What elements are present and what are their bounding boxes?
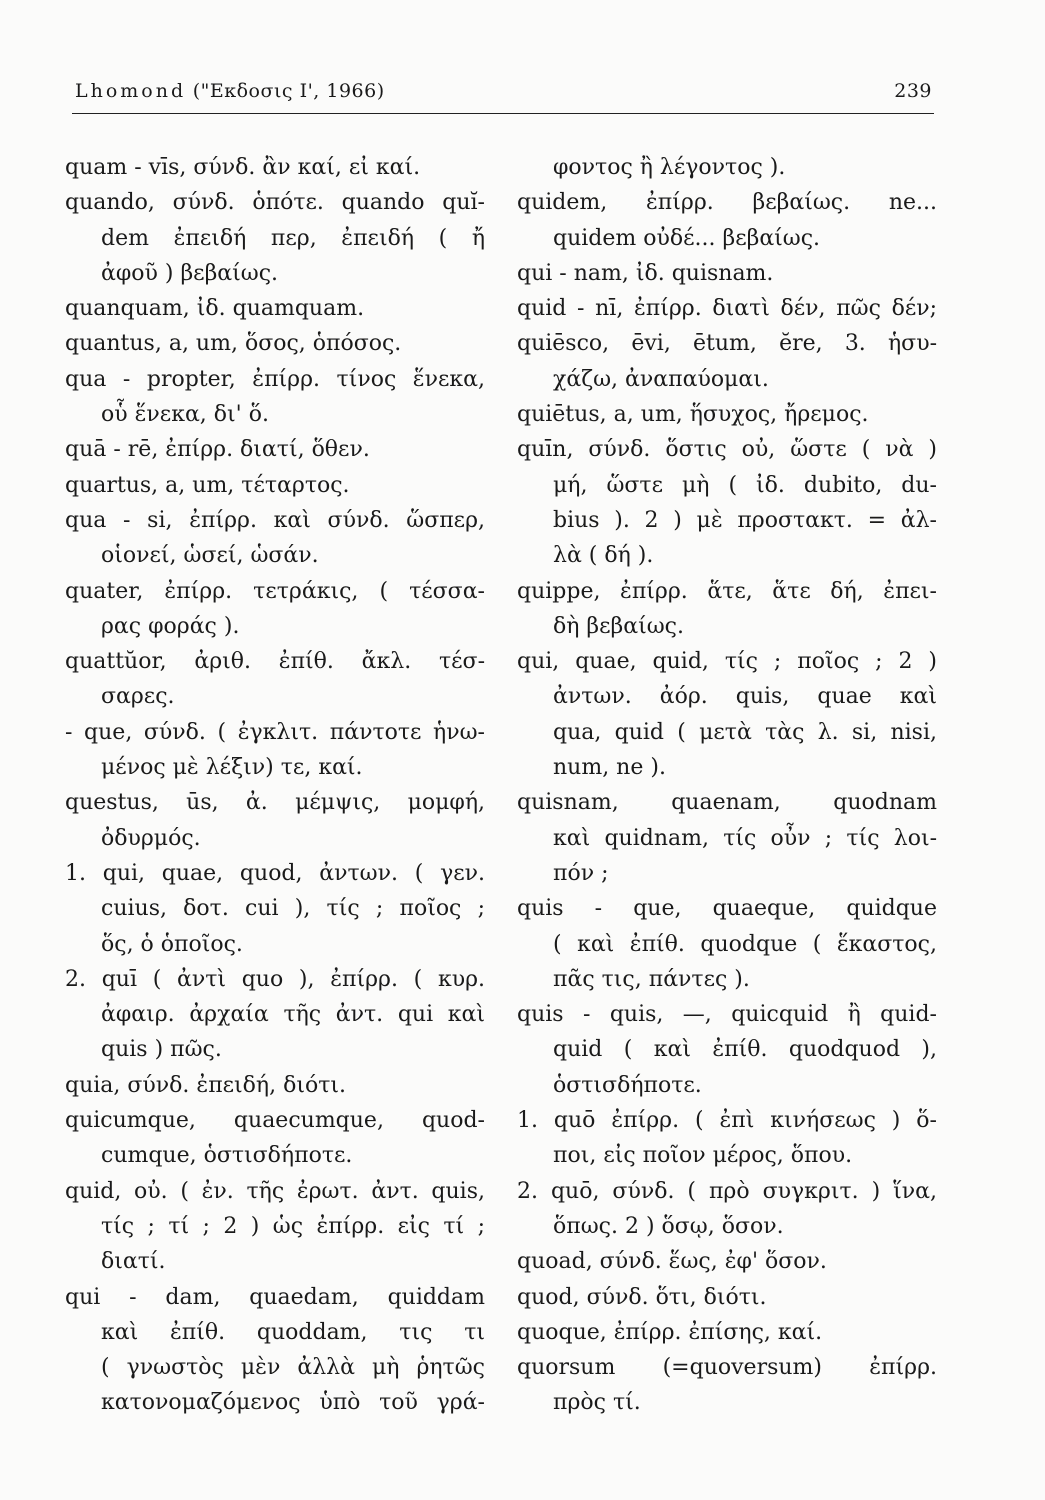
dictionary-line: quantus, a, um, ὅσος, ὁπόσος.	[65, 331, 402, 357]
dictionary-line: ὅς, ὁ ὁποῖος.	[101, 931, 243, 957]
dictionary-line: quiētus, a, um, ἥσυχος, ἤρεμος.	[517, 402, 869, 428]
dictionary-line: quā - rē, ἐπίρρ. διατί, ὅθεν.	[65, 437, 370, 463]
dictionary-line: bius ). 2 ) μὲ προστακτ. = ἀλ-	[553, 507, 937, 533]
dictionary-line: ὅπως. 2 ) ὅσῳ, ὅσον.	[553, 1213, 784, 1239]
dictionary-line: τίς ; τί ; 2 ) ὡς ἐπίρρ. εἰς τί ;	[101, 1213, 485, 1239]
dictionary-line: quam - vīs, σύνδ. ἂν καί, εἰ καί.	[65, 155, 421, 180]
dictionary-line: quis ) πῶς.	[101, 1037, 222, 1063]
dictionary-line: quīn, σύνδ. ὅστις οὐ, ὥστε ( νὰ )	[517, 437, 937, 463]
dictionary-line: quicumque, quaecumque, quod-	[65, 1108, 485, 1134]
dictionary-line: quater, ἐπίρρ. τετράκις, ( τέσσα-	[65, 578, 485, 604]
dictionary-line: quoque, ἐπίρρ. ἐπίσης, καί.	[517, 1319, 823, 1345]
dictionary-line: cuius, δοτ. cui ), τίς ; ποῖος ;	[101, 896, 485, 922]
dictionary-line: quorsum (=quoversum) ἐπίρρ.	[517, 1355, 937, 1381]
dictionary-line: quartus, a, um, τέταρτος.	[65, 472, 350, 498]
dictionary-line: οἱονεί, ὡσεί, ὡσάν.	[101, 543, 319, 569]
dictionary-line: πᾶς τις, πάντες ).	[553, 966, 750, 992]
dictionary-line: quiēsco, ēvi, ētum, ĕre, 3. ἡσυ-	[517, 331, 937, 357]
dictionary-line: λὰ ( δή ).	[553, 543, 654, 569]
dictionary-line: qui, quae, quid, τίς ; ποῖος ; 2 )	[517, 649, 937, 675]
dictionary-line: qua - propter, ἐπίρρ. τίνος ἕνεκα,	[65, 366, 485, 392]
header-title	[75, 80, 385, 102]
right-column	[517, 150, 937, 1421]
dictionary-line: 1. quō ἐπίρρ. ( ἐπὶ κινήσεως ) ὅ-	[517, 1108, 937, 1134]
dictionary-line: questus, ūs, ἀ. μέμψις, μομφή,	[65, 790, 485, 816]
dictionary-line: ἀντων. ἀόρ. quis, quae καὶ	[553, 684, 937, 710]
dictionary-line: 2. quī ( ἀντὶ quo ), ἐπίρρ. ( κυρ.	[65, 966, 485, 992]
dictionary-line: quia, σύνδ. ἐπειδή, διότι.	[65, 1072, 346, 1098]
dictionary-line: ἀφοῦ ) βεβαίως.	[101, 260, 279, 286]
page-number: 239	[894, 80, 932, 102]
dictionary-line: σαρες.	[101, 684, 175, 710]
dictionary-line: dem ἐπειδή περ, ἐπειδή ( ἤ	[101, 225, 485, 251]
dictionary-line: διατί.	[101, 1249, 166, 1275]
dictionary-line: num, ne ).	[553, 755, 666, 781]
dictionary-line: qui - nam, ἰδ. quisnam.	[517, 260, 774, 286]
dictionary-line: qua - si, ἐπίρρ. καὶ σύνδ. ὥσπερ,	[65, 507, 485, 533]
running-header	[75, 74, 932, 108]
dictionary-line: - que, σύνδ. ( ἐγκλιτ. πάντοτε ἡνω-	[65, 719, 485, 745]
dictionary-line: quid ( καὶ ἐπίθ. quodquod ),	[553, 1037, 937, 1063]
dictionary-line: quis - quis, —, quicquid ἢ quid-	[517, 1002, 937, 1028]
header-rule	[72, 113, 934, 114]
dictionary-line: ( γνωστὸς μὲν ἀλλὰ μὴ ῥητῶς	[101, 1355, 485, 1381]
dictionary-line: ἀφαιρ. ἀρχαία τῆς ἀντ. qui καὶ	[101, 1002, 485, 1028]
dictionary-line: 1. qui, quae, quod, ἀντων. ( γεν.	[65, 860, 485, 886]
dictionary-line: quanquam, ἰδ. quamquam.	[65, 296, 365, 322]
dictionary-line: 2. quō, σύνδ. ( πρὸ συγκριτ. ) ἵνα,	[517, 1178, 937, 1204]
dictionary-line: quid - nī, ἐπίρρ. διατὶ δέν, πῶς δέν;	[517, 296, 937, 322]
dictionary-line: quod, σύνδ. ὅτι, διότι.	[517, 1284, 767, 1310]
dictionary-line: qua, quid ( μετὰ τὰς λ. si, nisi,	[553, 719, 937, 745]
dictionary-line: κατονομαζόμενος ὑπὸ τοῦ γρά-	[101, 1390, 485, 1416]
dictionary-line: quis - que, quaeque, quidque	[517, 896, 937, 922]
dictionary-line: καὶ ἐπίθ. quoddam, τις τι	[101, 1319, 485, 1345]
dictionary-line: quattŭor, ἀριθ. ἐπίθ. ἄκλ. τέσ-	[65, 649, 485, 675]
dictionary-line: ποι, εἰς ποῖον μέρος, ὅπου.	[553, 1143, 853, 1169]
dictionary-line: quisnam, quaenam, quodnam	[517, 790, 937, 816]
header-author: Lhomond	[75, 80, 187, 102]
dictionary-line: πρὸς τί.	[553, 1390, 641, 1416]
dictionary-line: quoad, σύνδ. ἕως, ἐφ' ὅσον.	[517, 1249, 827, 1275]
dictionary-line: ( καὶ ἐπίθ. quodque ( ἕκαστος,	[553, 931, 937, 957]
dictionary-line: quid, οὐ. ( ἐν. τῆς ἐρωτ. ἀντ. quis,	[65, 1178, 485, 1204]
dictionary-line: φοντος ἢ λέγοντος ).	[553, 155, 786, 180]
dictionary-line: καὶ quidnam, τίς οὖν ; τίς λοι-	[553, 825, 937, 851]
dictionary-line: ὀδυρμός.	[101, 825, 201, 851]
dictionary-line: ρας φοράς ).	[101, 613, 240, 639]
dictionary-line: χάζω, ἀναπαύομαι.	[553, 366, 769, 392]
dictionary-line: δὴ βεβαίως.	[553, 613, 684, 639]
dictionary-line: ὁστισδήποτε.	[553, 1072, 702, 1098]
header-edition: ("Εκδοσις Ι', 1966)	[192, 80, 385, 102]
dictionary-line: quippe, ἐπίρρ. ἅτε, ἅτε δή, ἐπει-	[517, 578, 937, 604]
dictionary-line: πόν ;	[553, 860, 609, 886]
dictionary-line: quando, σύνδ. ὁπότε. quando quĭ-	[65, 190, 485, 216]
dictionary-line: μένος μὲ λέξιν) τε, καί.	[101, 755, 363, 781]
dictionary-line: quidem οὐδέ... βεβαίως.	[553, 225, 821, 251]
dictionary-line: cumque, ὁστισδήποτε.	[101, 1143, 353, 1169]
dictionary-line: μή, ὥστε μὴ ( ἰδ. dubito, du-	[553, 472, 937, 498]
dictionary-line: qui - dam, quaedam, quiddam	[65, 1284, 485, 1310]
left-column	[65, 150, 485, 1421]
dictionary-line: οὗ ἕνεκα, δι' ὅ.	[101, 402, 269, 428]
dictionary-line: quidem, ἐπίρρ. βεβαίως. ne...	[517, 190, 937, 216]
